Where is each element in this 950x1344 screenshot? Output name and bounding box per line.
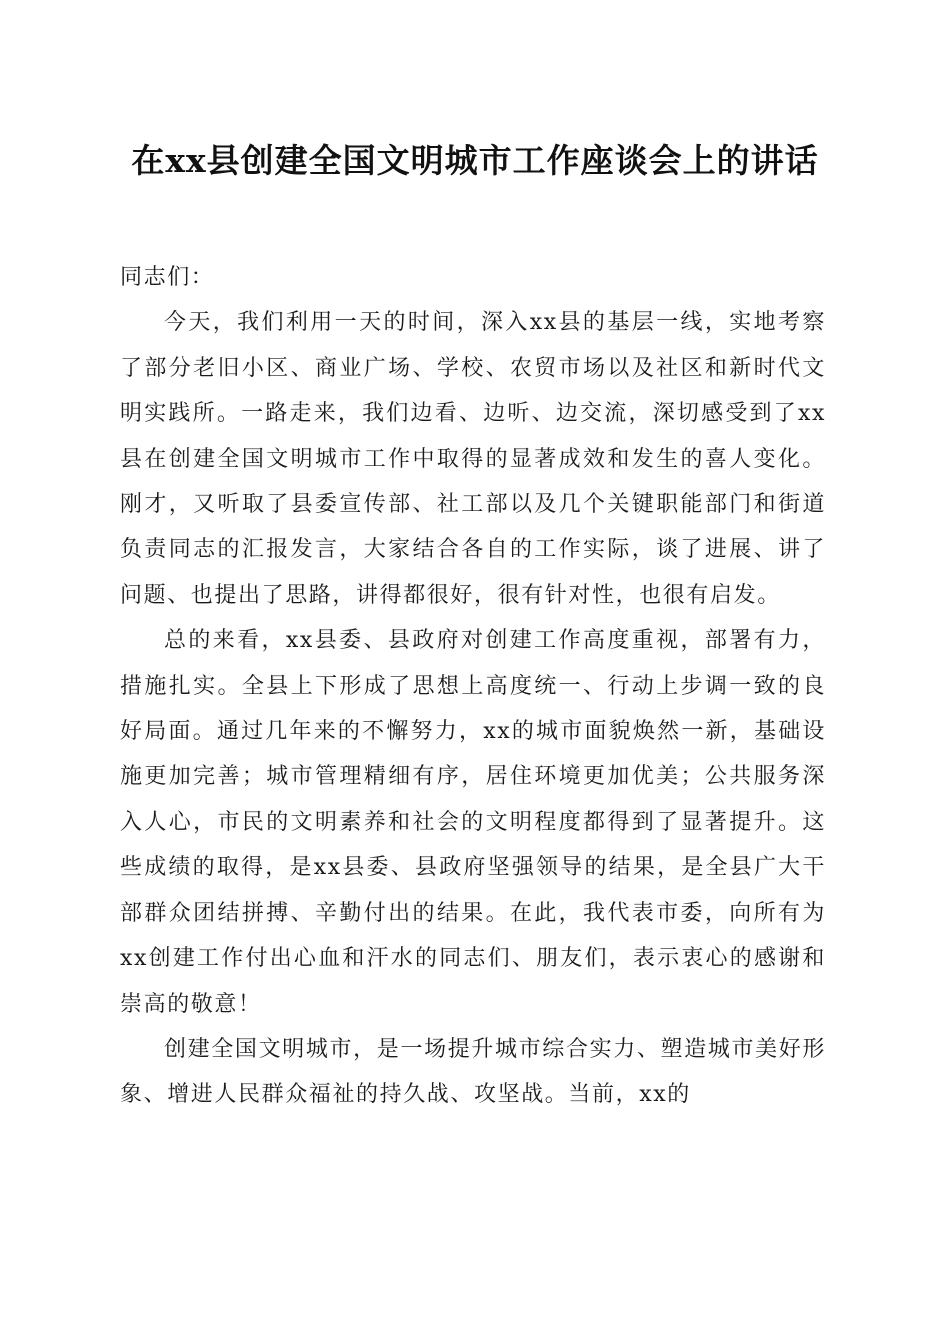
document-title: 在xx县创建全国文明城市工作座谈会上的讲话 — [131, 141, 819, 180]
paragraph-2: 总的来看，xx县委、县政府对创建工作高度重视，部署有力，措施扎实。全县上下形成了思想上高度统一、行动上步调一致的良好局面。通过几年来的不懈努力，xx的城市面貌焕然一新，基础设施更加完善；城市管理精细有序，居住环境更加优美；公共服务深入人心，市民的文明素养和社会的文明程度都得到了显著提升。这些成绩的取得，是xx县委、县政府坚强领导的结果，是全县广大干部群众团结拼搏、辛勤付出的结果。在此，我代表市委，向所有为xx创建工作付出心血和汗水的同志们、朋友们，表示衷心的感谢和崇高的敬意！ — [120, 628, 826, 1017]
salutation: 同志们： — [120, 265, 215, 290]
document-body — [120, 255, 826, 1118]
paragraph-3: 创建全国文明城市，是一场提升城市综合实力、塑造城市美好形象、增进人民群众福祉的持久战、攻坚战。当前，xx的 — [120, 1036, 826, 1108]
paragraph-1: 今天，我们利用一天的时间，深入xx县的基层一线，实地考察了部分老旧小区、商业广场、学校、农贸市场以及社区和新时代文明实践所。一路走来，我们边看、边听、边交流，深切感受到了xx县在创建全国文明城市工作中取得的显著成效和发生的喜人变化。刚才，又听取了县委宣传部、社工部以及几个关键职能部门和街道负责同志的汇报发言，大家结合各自的工作实际，谈了进展、讲了问题、也提出了思路，讲得都很好，很有针对性，也很有启发。 — [120, 310, 826, 608]
